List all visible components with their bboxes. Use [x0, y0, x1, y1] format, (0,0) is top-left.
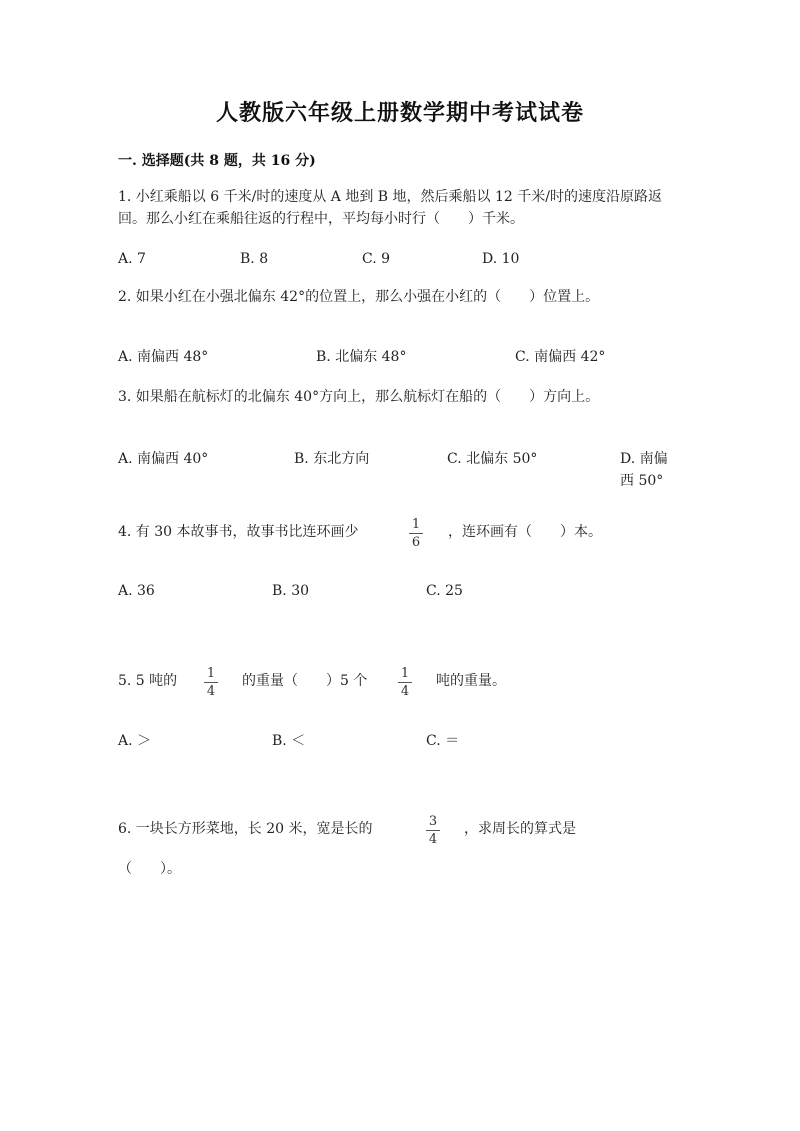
question-4-option-c[interactable]: C. 25 [426, 583, 463, 599]
question-5-text-part1: 5. 5 吨的 [118, 673, 178, 689]
question-1-text: 1. 小红乘船以 6 千米/时的速度从 A 地到 B 地，然后乘船以 12 千米/时的速度沿原路返回。那么小红在乘船往返的行程中，平均每小时行（ ）千米。 [118, 189, 662, 227]
question-1-option-d[interactable]: D. 10 [482, 251, 520, 267]
question-2-option-b[interactable]: B. 北偏东 48° [316, 349, 407, 365]
fraction-numerator: 1 [400, 666, 410, 681]
question-1-option-a[interactable]: A. 7 [118, 251, 146, 267]
question-4-text-after: ，连环画有（ ）本。 [448, 524, 602, 540]
fraction-denominator: 4 [400, 684, 410, 699]
fraction-numerator: 1 [411, 517, 421, 532]
fraction-bar [409, 533, 423, 534]
question-6-text-before: 6. 一块长方形菜地，长 20 米，宽是长的 [118, 821, 373, 837]
question-4-fraction [409, 518, 423, 549]
question-5-option-c[interactable]: C. ＝ [426, 733, 460, 749]
question-1-option-b[interactable]: B. 8 [240, 251, 269, 267]
question-5-option-b[interactable]: B. ＜ [272, 733, 306, 749]
section-heading: 一. 选择题(共 8 题，共 16 分) [118, 153, 316, 169]
fraction-numerator: 1 [206, 666, 216, 681]
fraction-numerator: 3 [428, 814, 438, 829]
question-3-text: 3. 如果船在航标灯的北偏东 40°方向上，那么航标灯在船的（ ）方向上。 [118, 389, 600, 405]
question-3-option-a[interactable]: A. 南偏西 40° [118, 451, 209, 467]
fraction-bar [426, 830, 440, 831]
question-3-option-b[interactable]: B. 东北方向 [294, 451, 370, 467]
question-3-option-d[interactable]: D. 南偏西 50° [620, 451, 668, 489]
question-4-option-b[interactable]: B. 30 [272, 583, 310, 599]
question-2-option-a[interactable]: A. 南偏西 48° [118, 349, 209, 365]
question-5-option-a[interactable]: A. ＞ [118, 733, 152, 749]
question-4-text-before: 4. 有 30 本故事书，故事书比连环画少 [118, 524, 359, 540]
fraction-denominator: 4 [206, 684, 216, 699]
fraction-denominator: 4 [428, 832, 438, 847]
question-3-option-c[interactable]: C. 北偏东 50° [447, 451, 538, 467]
question-5-text-part2: 的重量（ ）5 个 [242, 673, 368, 689]
question-5-fraction-1 [204, 667, 218, 698]
question-6-fraction [426, 815, 440, 846]
fraction-bar [204, 682, 218, 683]
question-4-option-a[interactable]: A. 36 [118, 583, 155, 599]
question-2-text: 2. 如果小红在小强北偏东 42°的位置上，那么小强在小红的（ ）位置上。 [118, 289, 600, 305]
question-1-option-c[interactable]: C. 9 [362, 251, 391, 267]
question-5-text-part3: 吨的重量。 [436, 673, 506, 689]
question-6-text-line2: （ ）。 [118, 861, 181, 877]
fraction-bar [398, 682, 412, 683]
question-5-fraction-2 [398, 667, 412, 698]
question-6-text-after: ，求周长的算式是 [464, 821, 576, 837]
fraction-denominator: 6 [411, 535, 421, 550]
question-2-option-c[interactable]: C. 南偏西 42° [515, 349, 606, 365]
page-title: 人教版六年级上册数学期中考试试卷 [215, 100, 584, 126]
